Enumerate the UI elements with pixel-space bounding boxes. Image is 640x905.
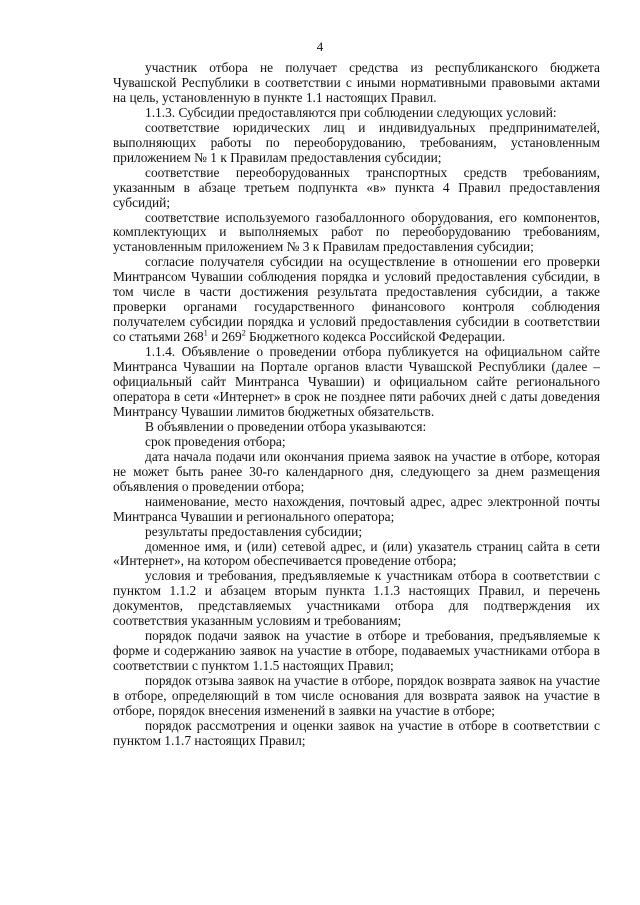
document-body: [113, 61, 600, 749]
paragraph-inspection-consent: [113, 255, 600, 345]
paragraph-1-1-4-announcement: 1.1.4. Объявление о проведении отбора публикуется на официальном сайте Минтранса Чувашии на Портале органов власти Чувашской Республики (далее – официальный сайт Минтранса Чувашии) и официальном сайте регионального оператора в сети «Интернет» в срок не позднее пяти рабочих дней с даты доведения Минтрансу Чувашии лимитов бюджетных обязательств.: [113, 344, 600, 419]
paragraph-subsidy-results: результаты предоставления субсидии;: [145, 523, 363, 539]
page-number: 4: [316, 39, 324, 54]
paragraph-review-procedure: порядок рассмотрения и оценки заявок на участие в отборе в соответствии с пунктом 1.1.7 настоящих Правил;: [113, 717, 600, 748]
paragraph-application-dates: дата начала подачи или окончания приема заявок на участие в отборе, которая не может быть ранее 30-го календарного дня, следующего за днем размещения объявления о проведении отбора;: [113, 448, 600, 494]
paragraph-application-procedure: порядок подачи заявок на участие в отборе и требования, предъявляемые к форме и содержанию заявок на участие в отборе, подаваемых участниками отбора в соответствии с пунктом 1.1.5 настоящих Правил;: [113, 628, 600, 674]
paragraph-contact-details: наименование, место нахождения, почтовый адрес, адрес электронной почты Минтранса Чувашии и регионального оператора;: [113, 493, 600, 524]
paragraph-selection-period: срок проведения отбора;: [145, 433, 286, 449]
consent-text-mid: и 269: [207, 329, 242, 345]
paragraph-announcement-contents: В объявлении о проведении отбора указываются:: [145, 418, 427, 434]
paragraph-participant-requirements: условия и требования, предъявляемые к участникам отбора в соответствии с пунктом 1.1.2 и абзацем вторым пункта 1.1.3 настоящих Правил, и перечень документов, представляемых участниками отбора для подтверждения их соответствия указанным условиям и требованиям;: [113, 568, 600, 629]
consent-text: согласие получателя субсидии на осуществление в отношении его проверки Минтрансом Чувашии соблюдения порядка и условий предоставления субсидии, в том числе в части достижения результата предоставления субсидии, а также проверки органами государственного финансового контроля соблюдения получателем субсидии порядка и условий предоставления субсидии в соответствии со статьями 268: [113, 254, 600, 345]
paragraph-website-address: доменное имя, и (или) сетевой адрес, и (или) указатель страниц сайта в сети «Интернет», на котором обеспечивается проведение отбора;: [113, 538, 600, 569]
paragraph-withdrawal-procedure: порядок отзыва заявок на участие в отборе, порядок возврата заявок на участие в отборе, определяющий в том числе основания для возврата заявок на участие в отборе, порядок внесения изменений в заявки на участие в отборе;: [113, 673, 600, 718]
paragraph-gas-equipment-compliance: соответствие используемого газобаллонного оборудования, его компонентов, комплектующих и выполняемых работ по переоборудованию требованиям, установленным приложением № 3 к Правилам предоставления субсидии;: [113, 209, 600, 255]
consent-text-tail: Бюджетного кодекса Российской Федерации.: [245, 329, 506, 345]
superscript-2: 2: [241, 328, 246, 338]
paragraph-1-1-3-conditions: 1.1.3. Субсидии предоставляются при соблюдении следующих условий:: [145, 104, 557, 120]
paragraph-vehicle-compliance: соответствие переоборудованных транспортных средств требованиям, указанным в абзаце третьем подпункта «в» пункта 4 Правил предоставления субсидий;: [113, 164, 600, 210]
paragraph-contractor-compliance: соответствие юридических лиц и индивидуальных предпринимателей, выполняющих работы по переоборудованию, требованиям, установленным приложением № 1 к Правилам предоставления субсидии;: [113, 119, 600, 165]
paragraph-participant-funding: участник отбора не получает средства из республиканского бюджета Чувашской Республики в соответствии с иными нормативными правовыми актами на цель, установленную в пункте 1.1 настоящих Правил.: [113, 60, 600, 105]
superscript-1: 1: [203, 328, 208, 338]
